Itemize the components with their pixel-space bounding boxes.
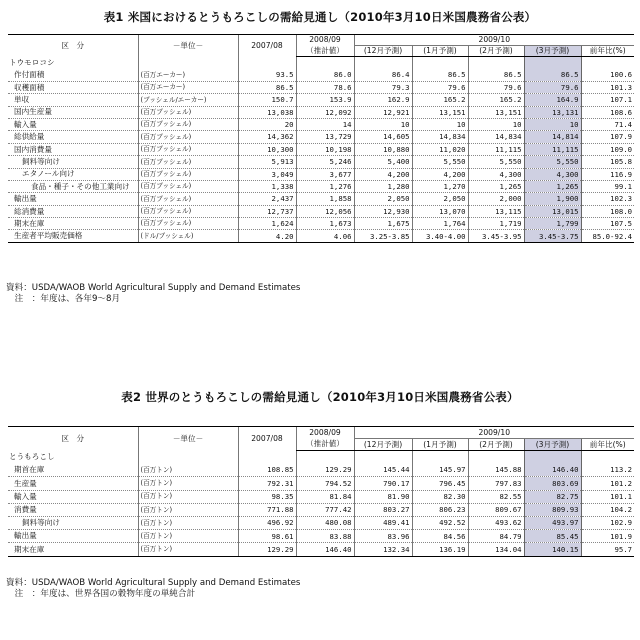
value-jan: 79.6 [412, 81, 468, 93]
row-label: 総消費量 [8, 205, 138, 217]
row-unit: (百万ブッシェル) [138, 131, 238, 143]
value-jan: 84.56 [412, 530, 468, 543]
row-label: 飼料等向け [8, 516, 138, 529]
value-dec [354, 57, 412, 69]
value-jan: 492.52 [412, 516, 468, 529]
header-unit: －単位－ [138, 427, 238, 451]
row-label: 輸入量 [8, 490, 138, 503]
table-row [8, 477, 634, 490]
row-unit: (百万ブッシェル) [138, 118, 238, 130]
value-dec: 12,930 [354, 205, 412, 217]
value-2007: 10,300 [238, 143, 296, 155]
table-row [8, 464, 634, 477]
row-label: 国内消費量 [8, 143, 138, 155]
value-2008: 153.9 [296, 94, 354, 106]
value-dec: 86.4 [354, 69, 412, 81]
value-dec: 10 [354, 118, 412, 130]
value-ratio: 108.6 [581, 106, 634, 118]
value-2008: 12,092 [296, 106, 354, 118]
value-ratio: 116.9 [581, 168, 634, 180]
value-ratio: 105.8 [581, 156, 634, 168]
value-feb: 13,115 [468, 205, 524, 217]
value-dec: 489.41 [354, 516, 412, 529]
value-2007: 13,038 [238, 106, 296, 118]
row-unit: (百万エーカー) [138, 69, 238, 81]
value-dec: 803.27 [354, 503, 412, 516]
value-jan [412, 451, 468, 464]
table-row [8, 168, 634, 180]
row-label: エタノール向け [8, 168, 138, 180]
header-jan-forecast: (1月予測) [412, 439, 468, 451]
value-dec [354, 451, 412, 464]
row-unit: (百万ブッシェル) [138, 156, 238, 168]
value-2007: 5,913 [238, 156, 296, 168]
header-mar-forecast: (3月予測) [524, 439, 581, 451]
world-corn-supply-demand-table [8, 426, 634, 557]
value-jan: 4,200 [412, 168, 468, 180]
value-jan: 13,151 [412, 106, 468, 118]
table1-notes [6, 283, 300, 305]
value-2007: 3,049 [238, 168, 296, 180]
row-label: 国内生産量 [8, 106, 138, 118]
value-ratio: 85.0-92.4 [581, 230, 634, 242]
value-mar [524, 451, 581, 464]
row-unit: (百万ブッシェル) [138, 205, 238, 217]
table-row [8, 230, 634, 242]
value-feb: 145.88 [468, 464, 524, 477]
value-ratio: 102.9 [581, 516, 634, 529]
table2-source-note: 資料：USDA/WAOB World Agricultural Supply and Demand Estimates [6, 578, 301, 588]
value-ratio: 107.9 [581, 131, 634, 143]
header-2007: 2007/08 [238, 35, 296, 57]
value-2008: 1,858 [296, 193, 354, 205]
value-dec: 12,921 [354, 106, 412, 118]
header-2009: 2009/10 [354, 427, 634, 439]
value-dec: 162.9 [354, 94, 412, 106]
value-ratio: 102.3 [581, 193, 634, 205]
value-dec: 145.44 [354, 464, 412, 477]
row-label: 総供給量 [8, 131, 138, 143]
value-2008: 83.88 [296, 530, 354, 543]
value-dec: 790.17 [354, 477, 412, 490]
value-feb: 13,151 [468, 106, 524, 118]
value-2007: 14,362 [238, 131, 296, 143]
value-2008: 5,246 [296, 156, 354, 168]
value-feb: 165.2 [468, 94, 524, 106]
row-unit: (百万ブッシェル) [138, 180, 238, 192]
value-feb: 84.79 [468, 530, 524, 543]
value-mar: 13,015 [524, 205, 581, 217]
value-jan: 3.40-4.00 [412, 230, 468, 242]
value-ratio: 107.5 [581, 218, 634, 230]
value-2008: 78.6 [296, 81, 354, 93]
header-2008-estimate: （推計値） [296, 46, 354, 57]
table-row [8, 490, 634, 503]
value-2008: 129.29 [296, 464, 354, 477]
row-label: 生産量 [8, 477, 138, 490]
value-feb: 809.67 [468, 503, 524, 516]
row-unit: (百万トン) [138, 530, 238, 543]
value-ratio: 113.2 [581, 464, 634, 477]
value-ratio: 101.1 [581, 490, 634, 503]
value-2007: 93.5 [238, 69, 296, 81]
value-2007: 771.88 [238, 503, 296, 516]
value-2008: 1,673 [296, 218, 354, 230]
value-2008: 777.42 [296, 503, 354, 516]
table-row [8, 193, 634, 205]
value-ratio: 109.0 [581, 143, 634, 155]
value-mar: 10 [524, 118, 581, 130]
value-2007: 2,437 [238, 193, 296, 205]
value-feb: 797.83 [468, 477, 524, 490]
row-label: 期末在庫 [8, 218, 138, 230]
value-2008: 1,276 [296, 180, 354, 192]
value-ratio: 71.4 [581, 118, 634, 130]
table2-notes [6, 578, 300, 600]
value-ratio: 101.2 [581, 477, 634, 490]
value-mar: 3.45-3.75 [524, 230, 581, 242]
row-unit: (百万ブッシェル) [138, 143, 238, 155]
value-2007: 12,737 [238, 205, 296, 217]
row-unit: (ドル/ブッシェル) [138, 230, 238, 242]
value-mar: 493.97 [524, 516, 581, 529]
header-dec-forecast: (12月予測) [354, 439, 412, 451]
row-unit: (百万ブッシェル) [138, 218, 238, 230]
header-yoy-ratio: 前年比(%) [581, 46, 634, 57]
row-label: 収穫面積 [8, 81, 138, 93]
value-ratio: 107.1 [581, 94, 634, 106]
value-feb: 11,115 [468, 143, 524, 155]
value-mar: 164.9 [524, 94, 581, 106]
value-feb [468, 57, 524, 69]
value-jan: 10 [412, 118, 468, 130]
value-2008 [296, 57, 354, 69]
row-unit [138, 451, 238, 464]
value-jan [412, 57, 468, 69]
value-mar: 14,814 [524, 131, 581, 143]
value-feb: 10 [468, 118, 524, 130]
row-unit: (百万ブッシェル) [138, 106, 238, 118]
value-mar: 1,900 [524, 193, 581, 205]
table-row [8, 143, 634, 155]
header-2009: 2009/10 [354, 35, 634, 46]
value-2007: 86.5 [238, 81, 296, 93]
value-feb [468, 451, 524, 464]
row-unit: (百万トン) [138, 543, 238, 556]
us-corn-supply-demand-table [8, 34, 634, 243]
value-mar: 5,550 [524, 156, 581, 168]
row-label: とうもろこし [9, 452, 55, 462]
value-jan: 86.5 [412, 69, 468, 81]
value-ratio: 104.2 [581, 503, 634, 516]
row-label: 生産者平均販売価格 [8, 230, 138, 242]
value-2007: 1,338 [238, 180, 296, 192]
table2-title: 表2 世界のとうもろこしの需給見通し（2010年3月10日米国農務省公表） [121, 390, 519, 404]
value-feb: 4,300 [468, 168, 524, 180]
value-2007: 1,624 [238, 218, 296, 230]
header-feb-forecast: (2月予測) [468, 46, 524, 57]
row-unit [138, 57, 238, 69]
row-label: 作付面積 [8, 69, 138, 81]
value-dec: 3.25-3.85 [354, 230, 412, 242]
value-feb: 1,719 [468, 218, 524, 230]
value-2007: 98.35 [238, 490, 296, 503]
value-ratio: 95.7 [581, 543, 634, 556]
value-jan: 2,050 [412, 193, 468, 205]
value-mar: 140.15 [524, 543, 581, 556]
value-ratio: 99.1 [581, 180, 634, 192]
value-2007 [238, 57, 296, 69]
row-unit: (百万トン) [138, 516, 238, 529]
value-feb: 82.55 [468, 490, 524, 503]
row-label: 期首在庫 [8, 464, 138, 477]
value-feb: 134.04 [468, 543, 524, 556]
value-2008: 12,056 [296, 205, 354, 217]
row-label: 輸入量 [8, 118, 138, 130]
value-jan: 1,764 [412, 218, 468, 230]
value-ratio: 101.3 [581, 81, 634, 93]
table-row [8, 218, 634, 230]
value-2008: 794.52 [296, 477, 354, 490]
value-2008: 4.06 [296, 230, 354, 242]
table-row [8, 180, 634, 192]
value-feb: 1,265 [468, 180, 524, 192]
row-label: 期末在庫 [8, 543, 138, 556]
value-dec: 79.3 [354, 81, 412, 93]
value-2007: 98.61 [238, 530, 296, 543]
value-dec: 132.34 [354, 543, 412, 556]
header-2007: 2007/08 [238, 427, 296, 451]
value-feb: 2,000 [468, 193, 524, 205]
header-2008: 2008/09 [296, 35, 354, 46]
value-jan: 82.30 [412, 490, 468, 503]
table-row [8, 106, 634, 118]
value-jan: 1,270 [412, 180, 468, 192]
table-row [8, 205, 634, 217]
table-row [8, 131, 634, 143]
value-mar: 803.69 [524, 477, 581, 490]
value-mar: 85.45 [524, 530, 581, 543]
value-jan: 11,020 [412, 143, 468, 155]
value-mar: 809.93 [524, 503, 581, 516]
value-jan: 145.97 [412, 464, 468, 477]
value-2007: 108.85 [238, 464, 296, 477]
value-jan: 14,834 [412, 131, 468, 143]
value-ratio [581, 451, 634, 464]
row-label: 消費量 [8, 503, 138, 516]
row-unit: (百万トン) [138, 464, 238, 477]
value-jan: 806.23 [412, 503, 468, 516]
value-dec: 81.90 [354, 490, 412, 503]
table-row [8, 94, 634, 106]
value-2007: 4.20 [238, 230, 296, 242]
value-feb: 3.45-3.95 [468, 230, 524, 242]
value-mar: 13,131 [524, 106, 581, 118]
value-dec: 1,280 [354, 180, 412, 192]
value-2008: 10,198 [296, 143, 354, 155]
row-unit: (百万ブッシェル) [138, 168, 238, 180]
value-2008 [296, 451, 354, 464]
value-dec: 83.96 [354, 530, 412, 543]
value-2007: 792.31 [238, 477, 296, 490]
value-ratio: 108.0 [581, 205, 634, 217]
row-label: 単収 [8, 94, 138, 106]
row-unit: (百万トン) [138, 490, 238, 503]
value-dec: 4,200 [354, 168, 412, 180]
value-jan: 136.19 [412, 543, 468, 556]
table-row [8, 156, 634, 168]
value-feb: 5,550 [468, 156, 524, 168]
value-mar: 4,300 [524, 168, 581, 180]
value-2008: 146.40 [296, 543, 354, 556]
value-2008: 480.08 [296, 516, 354, 529]
row-label: 輸出量 [8, 530, 138, 543]
value-mar: 82.75 [524, 490, 581, 503]
table-row [8, 69, 634, 81]
value-2007: 129.29 [238, 543, 296, 556]
value-2008: 86.0 [296, 69, 354, 81]
table-row [8, 516, 634, 529]
row-unit: (百万トン) [138, 477, 238, 490]
value-feb: 86.5 [468, 69, 524, 81]
header-jan-forecast: (1月予測) [412, 46, 468, 57]
table-row [8, 57, 634, 69]
value-dec: 14,605 [354, 131, 412, 143]
value-jan: 5,550 [412, 156, 468, 168]
value-ratio: 101.9 [581, 530, 634, 543]
table-row [8, 451, 634, 464]
value-mar: 11,115 [524, 143, 581, 155]
header-yoy-ratio: 前年比(%) [581, 439, 634, 451]
value-dec: 10,880 [354, 143, 412, 155]
table-row [8, 81, 634, 93]
row-unit: (ブッシェル/エーカー) [138, 94, 238, 106]
table-row [8, 118, 634, 130]
value-ratio [581, 57, 634, 69]
header-dec-forecast: (12月予測) [354, 46, 412, 57]
value-feb: 79.6 [468, 81, 524, 93]
table1-source-note: 資料：USDA/WAOB World Agricultural Supply and Demand Estimates [6, 283, 301, 293]
value-dec: 1,675 [354, 218, 412, 230]
header-unit: －単位－ [138, 35, 238, 57]
table1-remark-note: 注 ：年度は、各年9～8月 [6, 294, 121, 304]
value-2008: 3,677 [296, 168, 354, 180]
header-mar-forecast: (3月予測) [524, 46, 581, 57]
value-jan: 165.2 [412, 94, 468, 106]
value-mar: 79.6 [524, 81, 581, 93]
value-mar [524, 57, 581, 69]
header-2008: 2008/09 [296, 427, 354, 439]
header-feb-forecast: (2月予測) [468, 439, 524, 451]
row-label: 飼料等向け [8, 156, 138, 168]
table-row [8, 503, 634, 516]
row-label: 輸出量 [8, 193, 138, 205]
row-unit: (百万ブッシェル) [138, 193, 238, 205]
value-2007: 496.92 [238, 516, 296, 529]
table-row [8, 543, 634, 556]
value-2008: 14 [296, 118, 354, 130]
value-dec: 2,050 [354, 193, 412, 205]
value-2007: 20 [238, 118, 296, 130]
row-label: 食品・種子・その他工業向け [8, 180, 138, 192]
header-item: 区 分 [8, 427, 138, 451]
header-item: 区 分 [8, 35, 138, 57]
value-dec: 5,400 [354, 156, 412, 168]
value-ratio: 100.6 [581, 69, 634, 81]
header-2008-estimate: （推計値） [296, 439, 354, 451]
value-jan: 13,070 [412, 205, 468, 217]
value-mar: 1,799 [524, 218, 581, 230]
value-mar: 1,265 [524, 180, 581, 192]
value-mar: 86.5 [524, 69, 581, 81]
row-unit: (百万エーカー) [138, 81, 238, 93]
value-mar: 146.40 [524, 464, 581, 477]
value-2008: 81.84 [296, 490, 354, 503]
value-jan: 796.45 [412, 477, 468, 490]
table1-title: 表1 米国におけるとうもろこしの需給見通し（2010年3月10日米国農務省公表） [103, 10, 537, 24]
value-feb: 14,834 [468, 131, 524, 143]
row-unit: (百万トン) [138, 503, 238, 516]
table-row [8, 530, 634, 543]
value-2008: 13,729 [296, 131, 354, 143]
row-label: トウモロコシ [9, 57, 55, 67]
value-2007: 150.7 [238, 94, 296, 106]
value-feb: 493.62 [468, 516, 524, 529]
value-2007 [238, 451, 296, 464]
table2-remark-note: 注 ：年度は、世界各国の穀物年度の単純合計 [6, 589, 196, 599]
